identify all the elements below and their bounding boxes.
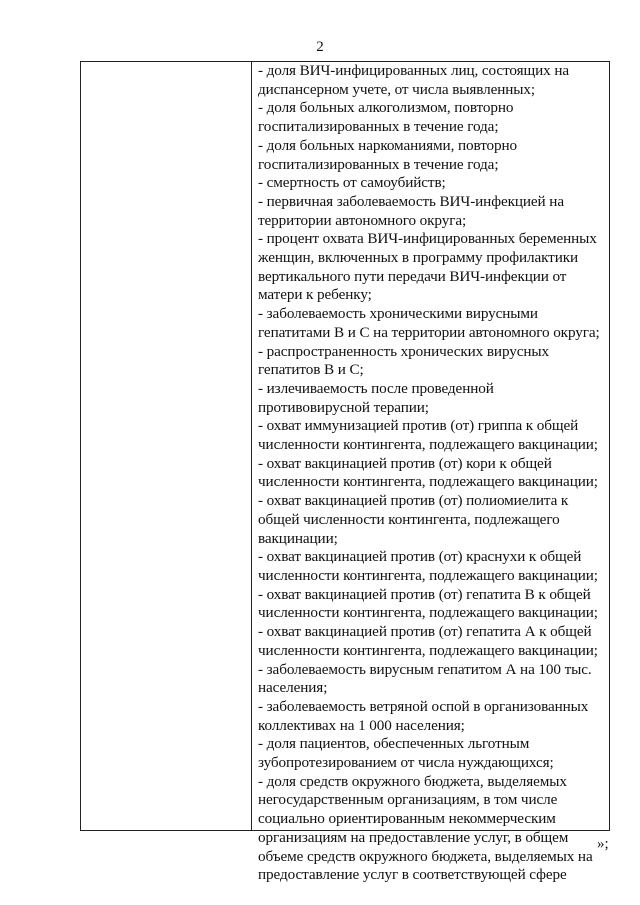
text-line: - доля средств окружного бюджета, выделяемых [258,772,567,790]
text-line: численности контингента, подлежащего вакцинации; [258,436,598,454]
text-line: - доля ВИЧ-инфицированных лиц, состоящих на [258,62,569,79]
text-line: - процент охвата ВИЧ-инфицированных беременных [258,230,597,248]
text-line: - излечиваемость после проведенной [258,379,494,397]
text-line: вертикального пути передачи ВИЧ-инфекции от [258,267,567,285]
text-line: социально ориентированным некоммерческим [258,810,556,828]
text-line: - охват вакцинацией против (от) полиомиелита к [258,492,569,510]
text-line: негосударственным организациям, в том числе [258,791,558,809]
text-line: - доля пациентов, обеспеченных льготным [258,735,530,753]
text-line: объеме средств окружного бюджета, выделяемых на [258,847,593,865]
text-line: - заболеваемость хроническими вирусными [258,305,538,323]
text-line: госпитализированных в течение года; [258,155,499,173]
text-line: коллективах на 1 000 населения; [258,716,465,734]
text-line: - доля больных наркоманиями, повторно [258,136,518,154]
text-line: госпитализированных в течение года; [258,118,499,136]
text-line: женщин, включенных в программу профилактики [258,249,579,267]
text-line: численности контингента, подлежащего вакцинации; [258,566,598,584]
text-line: гепатитов В и С; [258,361,364,379]
text-line: - смертность от самоубийств; [258,174,446,192]
text-line: численности контингента, подлежащего вакцинации; [258,604,598,622]
text-line: диспансерном учете, от числа выявленных; [258,80,536,98]
text-line: территории автономного округа; [258,211,467,229]
text-line: - доля больных алкоголизмом, повторно [258,99,514,117]
text-line: населения; [258,679,328,697]
closing-quote-mark: »; [597,836,609,852]
text-line: численности контингента, подлежащего вакцинации; [258,473,598,491]
text-line: - распространенность хронических вирусных [258,342,550,360]
text-line: противовирусной терапии; [258,398,429,416]
table-right-cell [252,62,609,884]
indicator-list [252,62,609,885]
text-line: вакцинации; [258,529,338,547]
text-line: зубопротезированием от числа нуждающихся; [258,754,554,772]
text-line: - охват вакцинацией против (от) кори к общей [258,454,552,472]
text-line: матери к ребенку; [258,286,372,304]
text-line: - охват иммунизацией против (от) гриппа к общей [258,417,579,435]
text-line: - заболеваемость вирусным гепатитом А на 100 тыс. [258,660,592,678]
text-line: общей численности контингента, подлежащего [258,510,560,528]
document-table [80,61,610,884]
text-line: - охват вакцинацией против (от) гепатита В к общей [258,585,591,603]
text-line: численности контингента, подлежащего вакцинации; [258,641,598,659]
text-line: - охват вакцинацией против (от) краснухи к общей [258,548,582,566]
text-line: - охват вакцинацией против (от) гепатита А к общей [258,623,592,641]
text-line: - заболеваемость ветряной оспой в организованных [258,697,589,715]
text-line: - первичная заболеваемость ВИЧ-инфекцией на [258,192,564,210]
text-line: организациям на предоставление услуг, в общем [258,828,569,846]
text-line: гепатитами В и С на территории автономного округа; [258,323,600,341]
table-left-cell [81,62,252,830]
page-number: 2 [316,39,324,55]
text-line: предоставление услуг в соответствующей сфере [258,866,567,884]
